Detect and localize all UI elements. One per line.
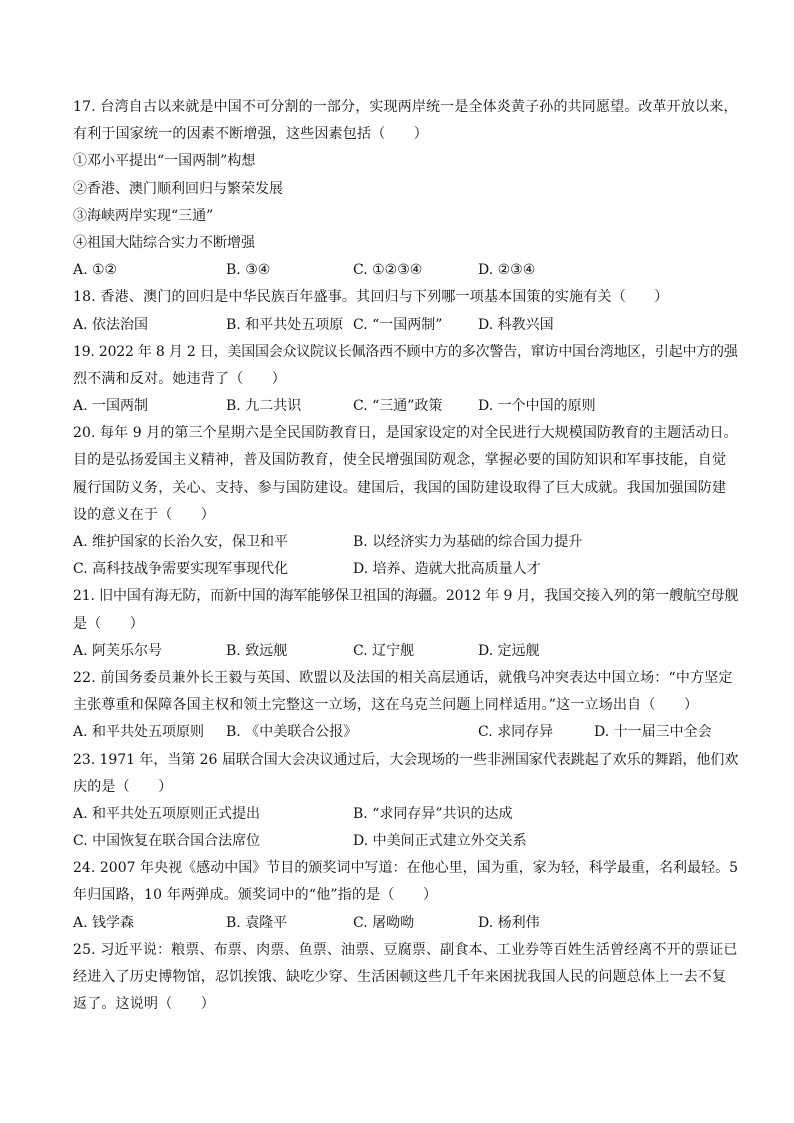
option-d[interactable]: D. 定远舰 [478, 642, 540, 659]
question-text: 18. 香港、澳门的回归是中华民族百年盛事。其回归与下列哪一项基本国策的实施有关（ ） [73, 289, 669, 306]
option-d[interactable]: D. 培养、造就大批高质量人才 [353, 561, 541, 578]
question-text: 19. 2022 年 8 月 2 日，美国国会众议院议长佩洛西不顾中方的多次警告，窜访中国台湾地区，引起中方的强 [73, 343, 738, 360]
statement-item: ①邓小平提出“一国两制”构想 [73, 153, 256, 170]
option-a[interactable]: A. 阿芙乐尔号 [73, 642, 163, 659]
question-18 [73, 284, 738, 338]
option-d[interactable]: D. 一个中国的原则 [478, 398, 596, 415]
option-a[interactable]: A. 一国两制 [73, 398, 149, 415]
question-list [73, 94, 738, 1018]
option-b[interactable]: B. 以经济实力为基础的综合国力提升 [353, 534, 583, 550]
option-b[interactable]: B. ③④ [226, 262, 271, 279]
option-d[interactable]: D. 科教兴国 [478, 316, 554, 333]
options-row [73, 801, 738, 828]
question-text: 23. 1971 年，当第 26 届联合国大会决议通过后，大会现场的一些非洲国家代表跳起了欢乐的舞蹈，他们欢 [73, 751, 739, 768]
statement-item: ④祖国大陆综合实力不断增强 [73, 234, 255, 251]
options-row [73, 556, 738, 583]
option-a[interactable]: A. 和平共处五项原则正式提出 [73, 805, 261, 822]
option-d[interactable]: D. ②③④ [478, 262, 536, 279]
question-text: 烈不满和反对。她违背了（ ） [73, 370, 286, 387]
question-23 [73, 747, 738, 856]
question-text: 履行国防义务，关心、支持、参与国防建设。建国后，我国的国防建设取得了巨大成就。我国加强国防建 [73, 479, 727, 496]
options-row [73, 638, 738, 665]
options-row [73, 529, 738, 556]
question-text: 20. 每年 9 月的第三个星期六是全民国防教育日，是国家设定的对全民进行大规模国防教育的主题活动日。 [73, 425, 738, 442]
question-20 [73, 420, 738, 583]
question-text: 年归国路，10 年两弹成。颁奖词中的“他”指的是（ ） [73, 887, 438, 904]
question-text: 21. 旧中国有海无防，而新中国的海军能够保卫祖国的海疆。2012 年 9 月，我国交接入列的第一艘航空母舰 [73, 588, 739, 605]
option-b[interactable]: B. 致远舰 [226, 642, 288, 659]
question-text: 17. 台湾自古以来就是中国不可分割的一部分，实现两岸统一是全体炎黄子孙的共同愿望。改革开放以来， [73, 99, 738, 115]
option-a[interactable]: A. 依法治国 [73, 316, 149, 333]
question-text: 22. 前国务委员兼外长王毅与英国、欧盟以及法国的相关高层通话，就俄乌冲突表达中国立场：“中方坚定 [73, 669, 733, 686]
option-c[interactable]: C. “一国两制” [353, 316, 443, 333]
option-b[interactable]: B. 《中美联合公报》 [226, 724, 358, 741]
statement-item: ③海峡两岸实现“三通” [73, 207, 214, 224]
option-b[interactable]: B. “求同存异”共识的达成 [353, 805, 513, 822]
option-d[interactable]: D. 中美间正式建立外交关系 [353, 833, 527, 850]
question-text: 24. 2007 年央视《感动中国》节目的颁奖词中写道：在他心里，国为重，家为轻，科学最重，名利最轻。5 [73, 860, 739, 877]
option-a[interactable]: A. 钱学森 [73, 914, 135, 931]
option-d[interactable]: D. 十一届三中全会 [594, 724, 712, 741]
question-21 [73, 583, 738, 665]
option-c[interactable]: C. 屠呦呦 [353, 914, 415, 931]
option-c[interactable]: C. 高科技战争需要实现军事现代化 [73, 561, 289, 578]
option-c[interactable]: C. 求同存异 [478, 724, 554, 741]
options-row [73, 828, 738, 855]
option-b[interactable]: B. 九二共识 [226, 398, 302, 415]
statement-item: ②香港、澳门顺利回归与繁荣发展 [73, 180, 283, 197]
question-text: 是（ ） [73, 615, 144, 632]
options-row [73, 719, 738, 746]
question-text: 返了。这说明（ ） [73, 996, 215, 1013]
question-text: 主张尊重和保障各国主权和领土完整这一立场，这在乌克兰问题上同样适用。”这一立场出自（ ） [73, 697, 699, 714]
options-row [73, 312, 738, 339]
question-22 [73, 665, 738, 747]
question-text: 庆的是（ ） [73, 778, 173, 795]
option-b[interactable]: B. 袁隆平 [226, 914, 288, 931]
options-row [73, 257, 738, 284]
question-25 [73, 937, 738, 1019]
question-19 [73, 339, 738, 421]
question-text: 25. 习近平说：粮票、布票、肉票、鱼票、油票、豆腐票、副食本、工业券等百姓生活曾经离不开的票证已 [73, 941, 738, 958]
option-a[interactable]: A. 维护国家的长治久安，保卫和平 [73, 534, 289, 550]
question-text: 设的意义在于（ ） [73, 506, 215, 523]
question-24 [73, 855, 738, 937]
question-17 [73, 94, 738, 284]
question-text: 有利于国家统一的因素不断增强，这些因素包括（ ） [73, 126, 428, 143]
option-c[interactable]: C. 辽宁舰 [353, 642, 415, 659]
option-c[interactable]: C. ①②③④ [353, 262, 423, 279]
option-d[interactable]: D. 杨利伟 [478, 914, 540, 931]
question-text: 经进入了历史博物馆，忍饥挨饿、缺吃少穿、生活困顿这些几千年来困扰我国人民的问题总体上一去不复 [73, 969, 727, 985]
option-a[interactable]: A. ①② [73, 262, 118, 279]
option-a[interactable]: A. 和平共处五项原则 [73, 724, 205, 741]
options-row [73, 393, 738, 420]
option-b[interactable]: B. 和平共处五项原 [226, 316, 344, 333]
option-c[interactable]: C. “三通”政策 [353, 398, 443, 415]
options-row [73, 910, 738, 937]
question-text: 目的是弘扬爱国主义精神，普及国防教育，使全民增强国防观念，掌握必要的国防知识和军事技能，自觉 [73, 452, 727, 469]
option-c[interactable]: C. 中国恢复在联合国合法席位 [73, 833, 261, 850]
